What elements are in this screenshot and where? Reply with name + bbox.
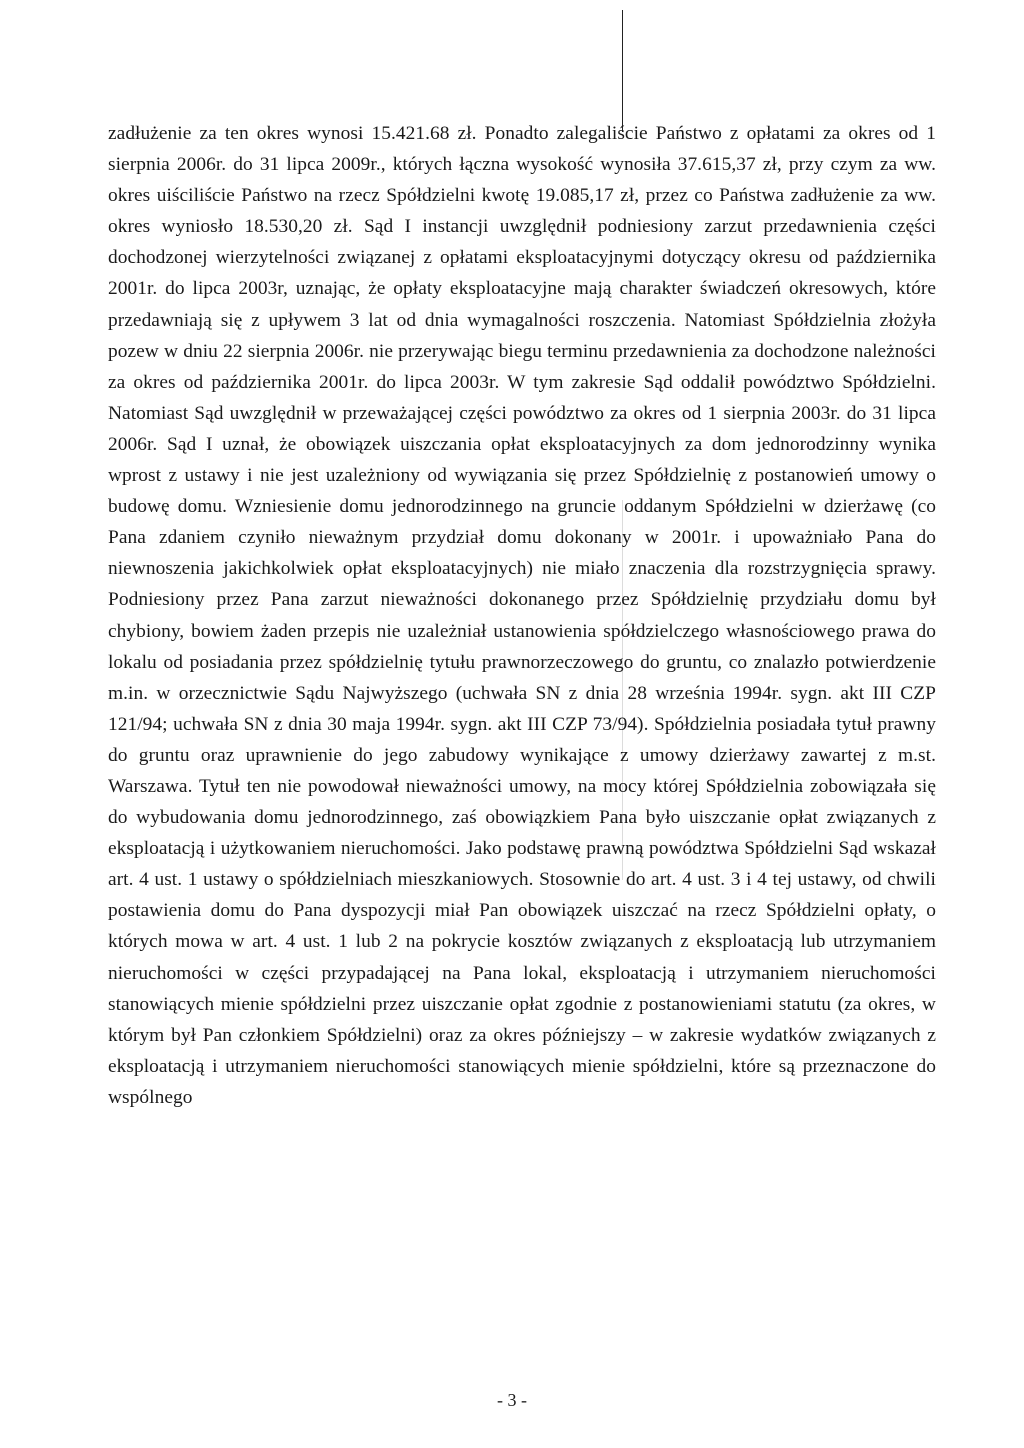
- page-number: - 3 -: [497, 1390, 527, 1410]
- scan-artifact-line: [622, 10, 623, 132]
- body-paragraph: zadłużenie za ten okres wynosi 15.421.68 zł. Ponadto zalegaliście Państwo z opłatami za okres od 1 sierpnia 2006r. do 31 lipca 2009r., których łączna wysokość wynosiła 37.615,37 zł, przy czym za ww. okres uiściliście Państwo na rzecz Spółdzielni kwotę 19.085,17 zł, przez co Państwa zadłużenie za ww. okres wyniosło 18.530,20 zł. Sąd I instancji uwzględnił podniesiony zarzut przedawnienia części dochodzonej wierzytelności związanej z opłatami eksploatacyjnymi dotyczący okresu od października 2001r. do lipca 2003r, uznając, że opłaty eksploatacyjne mają charakter świadczeń okresowych, które przedawniają się z upływem 3 lat od dnia wymagalności roszczenia. Natomiast Spółdzielnia złożyła pozew w dniu 22 sierpnia 2006r. nie przerywając biegu terminu przedawnienia za dochodzone należności za okres od października 2001r. do lipca 2003r. W tym zakresie Sąd oddalił powództwo Spółdzielni. Natomiast Sąd uwzględnił w przeważającej części powództwo za okres od 1 sierpnia 2003r. do 31 lipca 2006r. Sąd I uznał, że obowiązek uiszczania opłat eksploatacyjnych za dom jednorodzinny wynika wprost z ustawy i nie jest uzależniony od wywiązania się przez Spółdzielnię z postanowień umowy o budowę domu. Wzniesienie domu jednorodzinnego na gruncie oddanym Spółdzielni w dzierżawę (co Pana zdaniem czyniło nieważnym przydział domu dokonany w 2001r. i upoważniało Pana do niewnoszenia jakichkolwiek opłat eksploatacyjnych) nie miało znaczenia dla rozstrzygnięcia sprawy. Podniesiony przez Pana zarzut nieważności dokonanego przez Spółdzielnię przydziału domu był chybiony, bowiem żaden przepis nie uzależniał ustanowienia spółdzielczego własnościowego prawa do lokalu od posiadania przez spółdzielnię tytułu prawnorzeczowego do gruntu, co znalazło potwierdzenie m.in. w orzecznictwie Sądu Najwyższego (uchwała SN z dnia 28 września 1994r. sygn. akt III CZP 121/94; uchwała SN z dnia 30 maja 1994r. sygn. akt III CZP 73/94). Spółdzielnia posiadała tytuł prawny do gruntu oraz uprawnienie do jego zabudowy wynikające z umowy dzierżawy zawartej z m.st. Warszawa. Tytuł ten nie powodował nieważności umowy, na mocy której Spółdzielnia zobowiązała się do wybudowania domu jednorodzinnego, zaś obowiązkiem Pana było uiszczanie opłat związanych z eksploatacją i użytkowaniem nieruchomości. Jako podstawę prawną powództwa Spółdzielni Sąd wskazał art. 4 ust. 1 ustawy o spółdzielniach mieszkaniowych. Stosownie do art. 4 ust. 3 i 4 tej ustawy, od chwili postawienia domu do Pana dyspozycji miał Pan obowiązek uiszczać na rzecz Spółdzielni opłaty, o których mowa w art. 4 ust. 1 lub 2 na pokrycie kosztów związanych z eksploatacją lub utrzymaniem nieruchomości w części przypadającej na Pana lokal, eksploatacją i utrzymaniem nieruchomości stanowiących mienie spółdzielni przez uiszczanie opłat zgodnie z postanowieniami statutu (za okres, w którym był Pan członkiem Spółdzielni) oraz za okres późniejszy – w zakresie wydatków związanych z eksploatacją i utrzymaniem nieruchomości stanowiących mienie spółdzielni, które są przeznaczone do wspólnego: [108, 123, 936, 1108]
